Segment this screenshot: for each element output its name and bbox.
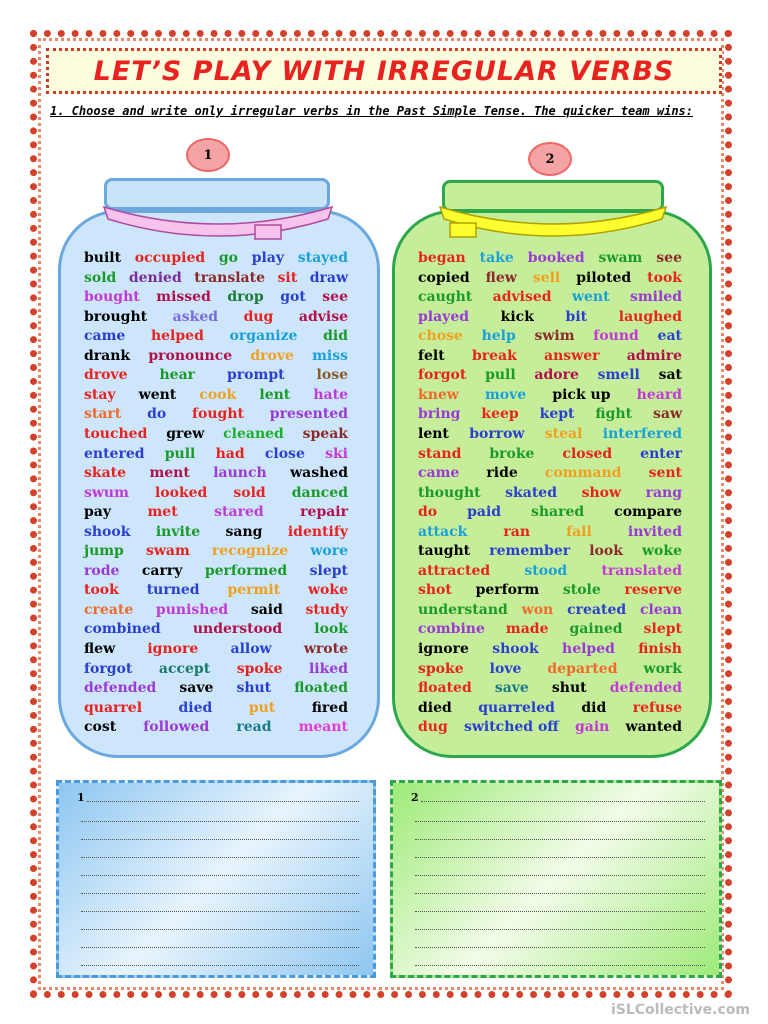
verb-word: taught: [418, 543, 471, 560]
verb-word: washed: [290, 465, 348, 482]
verb-word: forgot: [84, 660, 133, 677]
answer-line[interactable]: [81, 947, 359, 948]
word-row: [418, 270, 708, 289]
verb-word: close: [264, 445, 305, 462]
answer-line[interactable]: [415, 857, 705, 858]
verb-word: drop: [227, 289, 264, 306]
verb-word: take: [479, 250, 514, 266]
verb-word: gained: [569, 621, 623, 638]
answer-line[interactable]: [415, 875, 705, 876]
verb-word: advised: [492, 289, 552, 306]
verb-word: performed: [204, 562, 288, 579]
verb-word: cleaned: [223, 425, 284, 442]
verb-word: understand: [418, 601, 508, 618]
verb-word: sit: [277, 269, 298, 286]
verb-word: launch: [213, 465, 267, 482]
verb-word: speak: [302, 425, 348, 442]
verb-word: helped: [562, 641, 615, 657]
verb-word: heard: [636, 386, 682, 403]
verb-word: occupied: [134, 250, 206, 266]
page-title: LET’S PLAY WITH IRREGULAR VERBS: [93, 55, 675, 87]
verb-word: understood: [192, 621, 283, 638]
verb-word: flew: [84, 641, 116, 657]
answer-line[interactable]: [415, 947, 705, 948]
answer-line[interactable]: [81, 911, 359, 912]
verb-word: defended: [84, 680, 157, 697]
verb-word: repair: [300, 504, 348, 521]
word-row: [84, 602, 374, 621]
word-row: [418, 426, 708, 445]
verb-word: combined: [84, 621, 161, 638]
verb-word: came: [84, 328, 126, 345]
verb-word: met: [147, 504, 178, 521]
verb-word: said: [250, 601, 283, 618]
verb-word: show: [581, 484, 622, 501]
word-row: [418, 680, 708, 699]
team2-answer-box[interactable]: [390, 780, 722, 978]
verb-word: kick: [500, 308, 534, 325]
word-row: [84, 504, 374, 523]
verb-word: clean: [640, 601, 682, 618]
verb-word: looked: [154, 484, 208, 501]
verb-word: help: [481, 328, 516, 345]
verb-word: drank: [84, 347, 131, 364]
verb-word: start: [84, 406, 122, 423]
verb-word: dug: [418, 719, 448, 736]
word-row: [418, 367, 708, 386]
verb-word: took: [84, 582, 119, 599]
verb-word: floated: [418, 680, 472, 697]
verb-word: go: [218, 250, 238, 266]
word-row: [418, 504, 708, 523]
verb-word: got: [280, 289, 306, 306]
verb-word: attracted: [418, 562, 491, 579]
verb-word: break: [471, 347, 517, 364]
jar1-word-list: [84, 250, 374, 740]
verb-word: saw: [652, 406, 682, 423]
verb-word: recognize: [211, 543, 289, 560]
verb-word: pronounce: [148, 347, 233, 364]
verb-word: rode: [84, 562, 120, 579]
verb-word: jump: [84, 543, 124, 560]
verb-word: followed: [143, 719, 210, 736]
word-row: [84, 621, 374, 640]
verb-word: do: [418, 504, 438, 521]
verb-word: lose: [316, 367, 348, 384]
answer-line[interactable]: [415, 821, 705, 822]
verb-word: bit: [565, 308, 588, 325]
verb-word: look: [314, 621, 348, 638]
verb-word: laughed: [618, 308, 682, 325]
verb-word: went: [571, 289, 610, 306]
word-row: [418, 309, 708, 328]
verb-word: stayed: [297, 250, 348, 266]
word-row: [418, 582, 708, 601]
verb-word: paid: [467, 504, 502, 521]
verb-word: carry: [141, 562, 183, 579]
jar2-ribbon: [436, 205, 670, 245]
word-row: [418, 289, 708, 308]
verb-word: identify: [287, 523, 348, 540]
verb-word: hate: [313, 386, 348, 403]
verb-word: touched: [84, 425, 148, 442]
verb-word: ride: [486, 465, 518, 482]
verb-word: slept: [643, 621, 682, 638]
verb-word: played: [418, 308, 470, 325]
word-row: [84, 406, 374, 425]
verb-word: bought: [84, 289, 140, 306]
word-row: [84, 367, 374, 386]
verb-word: slept: [309, 562, 348, 579]
verb-word: pick up: [552, 386, 611, 403]
verb-word: translate: [194, 269, 265, 286]
answer-line[interactable]: [81, 875, 359, 876]
verb-word: eat: [657, 328, 682, 345]
word-row: [84, 446, 374, 465]
answer-line[interactable]: [415, 839, 705, 840]
verb-word: fight: [595, 406, 633, 423]
verb-word: cook: [199, 386, 237, 403]
verb-word: advise: [298, 308, 348, 325]
word-row: [418, 641, 708, 660]
verb-word: swam: [598, 250, 643, 266]
team2-answer-label: 2: [411, 791, 419, 804]
verb-word: swam: [145, 543, 190, 560]
answer-line[interactable]: [81, 821, 359, 822]
verb-word: put: [248, 699, 276, 716]
verb-word: brought: [84, 308, 148, 325]
word-row: [84, 270, 374, 289]
verb-word: organize: [229, 328, 298, 345]
verb-word: stay: [84, 386, 116, 403]
answer-line[interactable]: [415, 929, 705, 930]
verb-word: sang: [225, 523, 263, 540]
verb-word: drove: [84, 367, 128, 384]
verb-word: broke: [489, 445, 535, 462]
verb-word: gain: [574, 719, 610, 736]
word-row: [418, 485, 708, 504]
verb-word: command: [544, 465, 622, 482]
verb-word: pull: [164, 445, 196, 462]
word-row: [418, 719, 708, 738]
word-row: [418, 602, 708, 621]
answer-line[interactable]: [81, 929, 359, 930]
verb-word: interfered: [602, 425, 682, 442]
verb-word: ment: [149, 465, 190, 482]
verb-word: stared: [214, 504, 264, 521]
verb-word: admire: [626, 347, 682, 364]
verb-word: woke: [642, 543, 682, 560]
verb-word: quarreled: [478, 699, 555, 716]
word-row: [418, 446, 708, 465]
verb-word: pull: [485, 367, 516, 384]
word-row: [418, 250, 708, 269]
word-row: [418, 543, 708, 562]
word-row: [84, 328, 374, 347]
verb-word: felt: [418, 347, 445, 364]
jar1-ribbon: [100, 205, 336, 245]
jar2-number-badge: 2: [528, 142, 572, 176]
verb-word: booked: [527, 250, 585, 266]
verb-word: drove: [250, 347, 294, 364]
watermark: iSLCollective.com: [610, 1002, 750, 1018]
word-row: [418, 563, 708, 582]
verb-word: steal: [544, 425, 583, 442]
verb-word: kept: [539, 406, 575, 423]
answer-line[interactable]: [415, 893, 705, 894]
verb-word: enter: [640, 445, 682, 462]
verb-word: cost: [84, 719, 117, 736]
verb-word: ignore: [147, 641, 199, 657]
verb-word: remember: [489, 543, 571, 560]
verb-word: perform: [475, 582, 540, 599]
verb-word: swim: [534, 328, 575, 345]
verb-word: shook: [84, 523, 131, 540]
verb-word: stand: [418, 445, 462, 462]
word-row: [84, 387, 374, 406]
verb-word: entered: [84, 445, 145, 462]
word-row: [418, 387, 708, 406]
verb-word: translated: [601, 562, 682, 579]
jar2-word-list: [418, 250, 708, 740]
verb-word: piloted: [576, 269, 632, 286]
verb-word: thought: [418, 484, 481, 501]
verb-word: study: [305, 601, 348, 618]
verb-word: ran: [503, 523, 531, 540]
verb-word: dug: [243, 308, 274, 325]
verb-word: invite: [155, 523, 201, 540]
word-row: [84, 465, 374, 484]
verb-word: borrow: [469, 425, 525, 442]
word-row: [418, 348, 708, 367]
verb-word: smell: [597, 367, 640, 384]
verb-word: keep: [481, 406, 519, 423]
verb-word: ignore: [418, 641, 469, 657]
verb-word: move: [484, 386, 527, 403]
word-row: [84, 661, 374, 680]
word-row: [418, 661, 708, 680]
word-row: [418, 406, 708, 425]
word-row: [84, 641, 374, 660]
word-row: [84, 309, 374, 328]
verb-word: danced: [291, 484, 348, 501]
verb-word: smiled: [629, 289, 682, 306]
word-row: [84, 582, 374, 601]
verb-word: forgot: [418, 367, 467, 384]
answer-line[interactable]: [87, 801, 359, 802]
verb-word: wore: [310, 543, 348, 560]
verb-word: meant: [298, 719, 348, 736]
verb-word: punished: [155, 601, 229, 618]
verb-word: stole: [562, 582, 601, 599]
verb-word: went: [138, 386, 177, 403]
verb-word: died: [178, 699, 213, 716]
verb-word: lent: [418, 425, 449, 442]
verb-word: presented: [269, 406, 348, 423]
word-row: [84, 543, 374, 562]
verb-word: draw: [309, 269, 348, 286]
verb-word: skate: [84, 465, 127, 482]
answer-line[interactable]: [415, 911, 705, 912]
verb-word: sell: [532, 269, 561, 286]
verb-word: see: [656, 250, 682, 266]
verb-word: denied: [128, 269, 182, 286]
verb-word: turned: [146, 582, 200, 599]
verb-word: wanted: [625, 719, 682, 736]
verb-word: look: [589, 543, 623, 560]
word-row: [418, 328, 708, 347]
verb-word: took: [647, 269, 682, 286]
verb-word: built: [84, 250, 122, 266]
answer-line[interactable]: [81, 965, 359, 966]
verb-word: won: [521, 601, 554, 618]
verb-word: bring: [418, 406, 461, 423]
verb-word: woke: [308, 582, 348, 599]
verb-word: flew: [485, 269, 517, 286]
verb-word: had: [215, 445, 245, 462]
word-row: [84, 485, 374, 504]
answer-line[interactable]: [421, 801, 705, 802]
word-row: [84, 563, 374, 582]
verb-word: found: [593, 328, 639, 345]
verb-word: chose: [418, 328, 463, 345]
verb-word: stood: [524, 562, 568, 579]
verb-word: save: [494, 680, 529, 697]
verb-word: did: [581, 699, 607, 716]
verb-word: shut: [551, 680, 587, 697]
verb-word: quarrel: [84, 699, 143, 716]
verb-word: liked: [308, 660, 348, 677]
word-row: [84, 524, 374, 543]
verb-word: closed: [562, 445, 613, 462]
verb-word: adore: [534, 367, 579, 384]
verb-word: wrote: [303, 641, 348, 657]
verb-word: knew: [418, 386, 459, 403]
verb-word: create: [84, 601, 134, 618]
word-row: [418, 621, 708, 640]
word-row: [84, 348, 374, 367]
verb-word: shook: [492, 641, 539, 657]
verb-word: skated: [505, 484, 557, 501]
verb-word: sent: [648, 465, 682, 482]
answer-line[interactable]: [81, 857, 359, 858]
verb-word: reserve: [624, 582, 682, 599]
word-row: [418, 465, 708, 484]
verb-word: fought: [192, 406, 244, 423]
jar1-number-badge: 1: [186, 138, 230, 172]
verb-word: answer: [544, 347, 600, 364]
verb-word: combine: [418, 621, 485, 638]
verb-word: work: [643, 660, 682, 677]
verb-word: helped: [150, 328, 204, 345]
verb-word: miss: [312, 347, 348, 364]
title-banner: [46, 48, 722, 94]
verb-word: departed: [547, 660, 618, 677]
verb-word: save: [179, 680, 214, 697]
verb-word: copied: [418, 269, 470, 286]
verb-word: switched off: [463, 719, 559, 736]
verb-word: swum: [84, 484, 129, 501]
verb-word: came: [418, 465, 460, 482]
verb-word: lent: [259, 386, 291, 403]
verb-word: sold: [84, 269, 117, 286]
verb-word: fired: [311, 699, 348, 716]
verb-word: made: [505, 621, 549, 638]
word-row: [84, 289, 374, 308]
verb-word: play: [251, 250, 285, 266]
verb-word: grew: [166, 425, 205, 442]
verb-word: invited: [627, 523, 682, 540]
verb-word: hear: [159, 367, 196, 384]
verb-word: missed: [156, 289, 211, 306]
word-row: [418, 700, 708, 719]
verb-word: shared: [531, 504, 585, 521]
verb-word: see: [322, 289, 348, 306]
verb-word: floated: [294, 680, 348, 697]
verb-word: began: [418, 250, 466, 266]
verb-word: did: [323, 328, 348, 345]
answer-line[interactable]: [415, 965, 705, 966]
verb-word: shot: [418, 582, 452, 599]
verb-word: created: [567, 601, 627, 618]
word-row: [84, 700, 374, 719]
instruction-text: 1. Choose and write only irregular verbs in the Past Simple Tense. The quicker team wins:: [50, 104, 693, 118]
verb-word: caught: [418, 289, 473, 306]
verb-word: prompt: [227, 367, 285, 384]
verb-word: sold: [233, 484, 266, 501]
verb-word: compare: [614, 504, 682, 521]
verb-word: allow: [230, 641, 272, 657]
verb-word: spoke: [418, 660, 464, 677]
verb-word: fall: [566, 523, 592, 540]
team1-answer-box[interactable]: [56, 780, 376, 978]
word-row: [84, 426, 374, 445]
verb-word: asked: [172, 308, 219, 325]
answer-line[interactable]: [81, 893, 359, 894]
verb-word: accept: [158, 660, 211, 677]
verb-word: love: [489, 660, 522, 677]
verb-word: sat: [658, 367, 682, 384]
team1-answer-label: 1: [77, 791, 85, 804]
verb-word: spoke: [236, 660, 283, 677]
answer-line[interactable]: [81, 839, 359, 840]
verb-word: pay: [84, 504, 111, 521]
verb-word: rang: [645, 484, 682, 501]
verb-word: permit: [227, 582, 281, 599]
word-row: [418, 524, 708, 543]
verb-word: finish: [638, 641, 682, 657]
word-row: [84, 719, 374, 738]
verb-word: shut: [236, 680, 272, 697]
verb-word: died: [418, 699, 452, 716]
verb-word: do: [147, 406, 167, 423]
verb-word: refuse: [632, 699, 682, 716]
word-row: [84, 680, 374, 699]
verb-word: attack: [418, 523, 468, 540]
verb-word: ski: [325, 445, 348, 462]
word-row: [84, 250, 374, 269]
verb-word: read: [236, 719, 272, 736]
verb-word: defended: [609, 680, 682, 697]
